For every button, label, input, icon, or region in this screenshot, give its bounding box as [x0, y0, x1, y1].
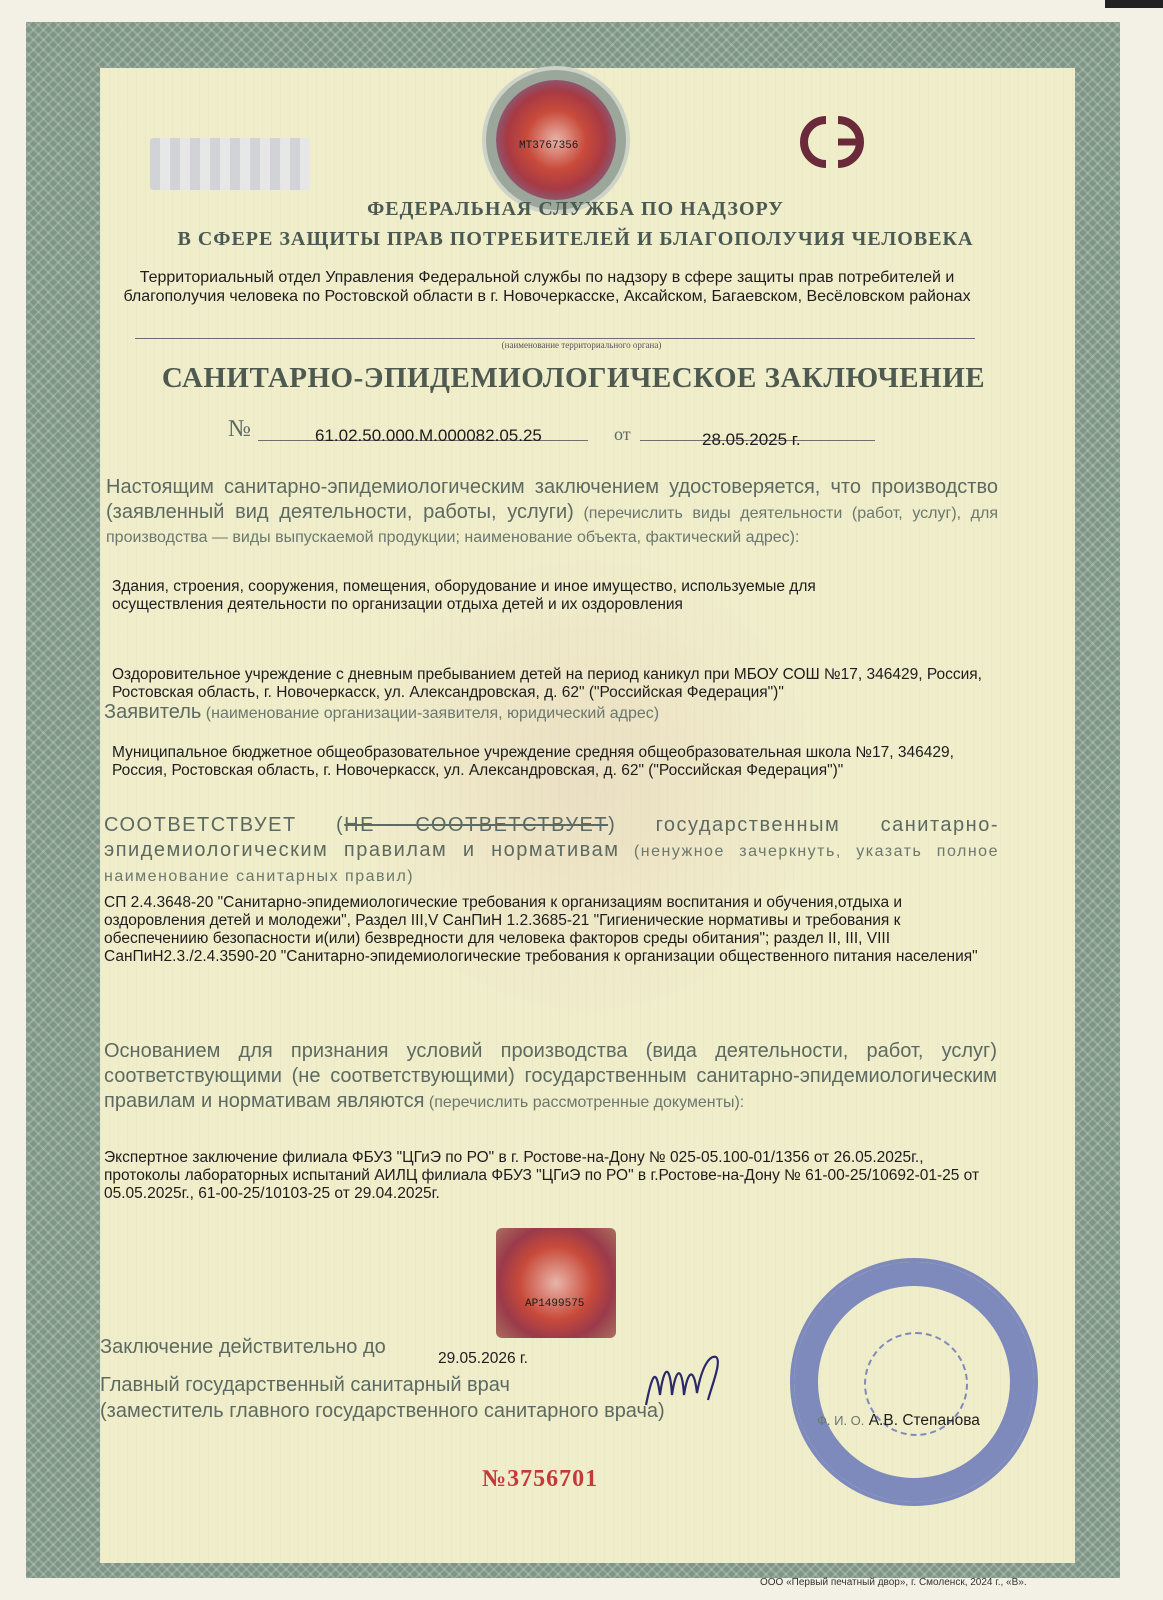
signer-name-line — [817, 1412, 980, 1430]
agency-line-2: В СФЕРЕ ЗАЩИТЫ ПРАВ ПОТРЕБИТЕЛЕЙ И БЛАГОПОЛУЧИЯ ЧЕЛОВЕКА — [177, 228, 974, 250]
conclusion-number: 61.02.50.000.М.000082.05.25 — [315, 426, 542, 445]
production-intro-hint: (перечислить виды деятельности (работ, услуг), для производства — виды выпускаемой продукции; наименование объекта, фактический адрес): — [106, 505, 999, 546]
top-hologram-code: МТ3767356 — [519, 140, 579, 152]
sanitary-logo-icon — [786, 112, 886, 172]
applicant-value: Муниципальное бюджетное общеобразовательное учреждение средняя общеобразовательная школа №17, 346429, Россия, Ростовская область, г. Новочеркасск, ул. Александровская, д. 62" ("Российская Федерация")" — [112, 744, 954, 779]
blank-serial-number: №3756701 — [482, 1466, 599, 1492]
rules-value: СП 2.4.3648-20 "Санитарно-эпидемиологические требования к организациям воспитания и обучения,отдыха и оздоровления детей и молодежи", Раздел III,V СанПиН 1.2.3685-21 "Гигиенические нормативы и требования к обеспечениию безопасности и(или) безвредности для человека факторов среды обитания"; раздел II, III, VIII СанПиН2.3./2.4.3590-20 "Санитарно-эпидемиологические требования к организации общественного питания населения" — [104, 894, 978, 965]
territorial-underline — [135, 338, 975, 339]
applicant-label: Заявитель — [104, 701, 202, 723]
handwritten-signature — [642, 1345, 742, 1415]
not-complies-word: НЕ СООТВЕТСТВУЕТ — [344, 814, 609, 836]
validity-label: Заключение действительно до — [100, 1336, 386, 1358]
security-strip — [150, 138, 310, 190]
basis-main: Основанием для признания условий производства (вида деятельности, работ, услуг) соответствующими (не соответствующими) государственным санитарно-эпидемиологическим правилам и нормативам являются — [104, 1040, 997, 1112]
applicant-heading — [104, 701, 659, 724]
signer-title-line1: Главный государственный санитарный врач — [100, 1374, 510, 1396]
production-intro-main: Настоящим санитарно-эпидемиологическим заключением удостоверяется, что производство (заявленный вид деятельности, работы, услуги) — [106, 476, 998, 523]
territorial-caption: (наименование территориального органа) — [501, 340, 662, 350]
signer-name: А.В. Степанова — [868, 1412, 980, 1429]
conformity-heading: СООТВЕТСТВУЕТ (НЕ СООТВЕТСТВУЕТ) государственным санитарно-эпидемиологическим правилам и нормативам (ненужное зачеркнуть, указать полное наименование санитарных правил) — [104, 814, 999, 885]
conformity-hint: (ненужное зачеркнуть, указать полное наименование санитарных правил) — [104, 843, 999, 885]
fio-label: Ф. И. О. — [817, 1413, 865, 1428]
basis-heading — [104, 1040, 997, 1115]
basis-documents: Экспертное заключение филиала ФБУЗ "ЦГиЭ по РО" в г. Ростове-на-Дону № 025-05.100-01/1356 от 26.05.2025г., протоколы лабораторных испытаний АИЛЦ филиала ФБУЗ "ЦГиЭ по РО" в г.Ростове-на-Дону № 61-00-25/10692-01-25 от 05.05.2025г., 61-00-25/10103-25 от 29.04.2025г. — [104, 1149, 980, 1202]
basis-hint: (перечислить рассмотренные документы): — [428, 1094, 745, 1111]
activity-value: Здания, строения, сооружения, помещения, оборудование и иное имущество, используемые для осуществления деятельности по организации отдыха детей и их оздоровления — [112, 578, 816, 613]
bottom-hologram — [496, 1228, 616, 1338]
complies-word: СООТВЕТСТВУЕТ — [104, 814, 297, 836]
scan-corner-mark — [1105, 0, 1163, 8]
applicant-hint: (наименование организации-заявителя, юридический адрес) — [205, 705, 660, 722]
number-label: № — [228, 416, 251, 442]
territorial-body: Территориальный отдел Управления Федеральной службы по надзору в сфере защиты прав потребителей и благополучия человека по Ростовской области в г. Новочеркасске, Аксайском, Багаевском, Весёловском районах — [123, 269, 971, 305]
agency-line-1: ФЕДЕРАЛЬНАЯ СЛУЖБА ПО НАДЗОРУ — [367, 198, 784, 220]
object-value: Оздоровительное учреждение с дневным пребыванием детей на период каникул при МБОУ СОШ №17, 346429, Россия, Ростовская область, г. Новочеркасск, ул. Александровская, д. 62" ("Российская Федерация")" — [112, 666, 982, 701]
official-seal — [790, 1258, 1038, 1506]
conformity-text: государственным санитарно-эпидемиологическим правилам и нормативам — [104, 814, 999, 861]
conclusion-date: 28.05.2025 г. — [702, 430, 801, 449]
date-label: от — [614, 424, 631, 444]
document-title: САНИТАРНО-ЭПИДЕМИОЛОГИЧЕСКОЕ ЗАКЛЮЧЕНИЕ — [161, 362, 986, 394]
printer-note: ООО «Первый печатный двор», г. Смоленск, 2024 г., «В». — [760, 1577, 1027, 1588]
bottom-hologram-code: АР1499575 — [525, 1298, 585, 1310]
production-intro — [106, 476, 998, 550]
signer-title-line2: (заместитель главного государственного санитарного врача) — [100, 1400, 665, 1422]
validity-date: 29.05.2026 г. — [438, 1350, 528, 1367]
